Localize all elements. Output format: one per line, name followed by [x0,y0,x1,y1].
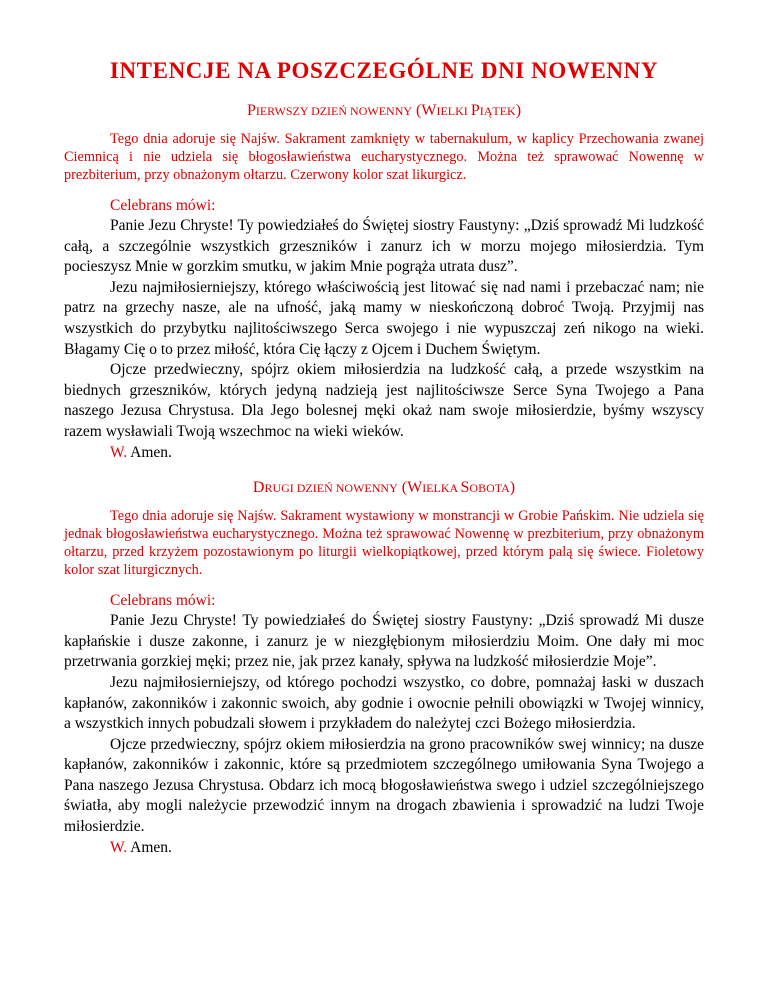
heading-initial: D [252,479,265,497]
heading-paren-close: ) [515,102,522,119]
heading-paren-close: ) [509,479,516,497]
day-1-celebrant-label: Celebrans mówi: [110,197,216,214]
heading-smallcaps: IĄTEK [479,104,516,118]
response-marker: W. [110,443,128,461]
day-2-prayer-2: Jezu najmiłosierniejszy, od którego pochodzi wszystko, co dobre, pomnażaj łaski w duszach kapłanów, zakonników i zakonnic swoich, aby godnie i owocnie pełnili obowiązki w Twojej winnicy, a wszystkich innych pobudzali słowem i przykładem do należytej czci Bożego miłosierdzia. [64,673,704,733]
section-gap [64,463,704,479]
day-1-heading [64,102,704,120]
day-2-section [64,479,704,858]
day-2-celebrant-label: Celebrans mówi: [110,592,216,610]
heading-smallcaps: OBOTA [469,481,510,496]
heading-smallcaps: IELKA [422,481,461,496]
day-2-prayer-3: Ojcze przedwieczny, spójrz okiem miłosierdzia na grono pracowników swej winnicy; na dusze kapłanów, zakonników i zakonnic, które są przedmiotem szczególnego umiłowania Syna Twojego a Pana naszego Jezusa Chrystusa. Obdarz ich mocą błogosławieństwa swego i udziel szczególniejszego światła, aby mogli należycie przewodzić innym na drogach zbawienia i sprowadzić na ludzi Twoje miłosierdzie. [64,735,704,836]
heading-smallcaps: IELKI [436,104,471,118]
heading-initial: P [470,102,480,119]
day-1-rubric: Tego dnia adoruje się Najśw. Sakrament zamknięty w tabernakulum, w kaplicy Przechowania zwanej Ciemnicą i nie udziela się błogosławieństwa eucharystycznego. Można też sprawować Nowennę w prezbiterium, przy obnażonym ołtarzu. Czerwony kolor szat likurgicz. [64,131,704,183]
day-2-prayer-1: Panie Jezu Chryste! Ty powiedziałeś do Świętej siostry Faustyny: „Dziś sprowadź Mi dusze kapłańskie i dusze zakonne, i zanurz je w niezgłębionym miłosierdziu Moim. One dały mi moc przetrwania gorzkiej męki; przez nie, jak przez kanały, spływa na ludzkość miłosierdzie Moje”. [64,612,704,671]
day-2-rubric: Tego dnia adoruje się Najśw. Sakrament wystawiony w monstrancji w Grobie Pańskim. Nie udziela się jednak błogosławieństwa eucharystycznego. Można też sprawować Nowennę w prezbiterium, przy obnażonym ołtarzu, przed krzyżem pozostawionym po liturgii wielkopiątkowej, przed którym palą się świece. Fioletowy kolor szat liturgicznych. [64,508,704,579]
heading-initial: P [246,102,256,119]
day-1-section [64,102,704,463]
day-1-prayer-3: Ojcze przedwieczny, spójrz okiem miłosierdzia na ludzkość całą, a przede wszystkim na biednych grzeszników, których jedyną nadzieją jest najlitościwsze Serce Syna Twojego a Pana naszego Jezusa Chrystusa. Dla Jego bolesnej męki okaż nam swoje miłosierdzie, byśmy wszyscy razem wysławiali Twoją wszechmoc na wieki wieków. [64,361,704,440]
day-2-heading [64,479,704,497]
heading-initial: S [460,479,470,497]
day-2-amen [64,838,704,859]
amen-text: Amen. [130,838,172,856]
day-1-prayer-1: Panie Jezu Chryste! Ty powiedziałeś do Świętej siostry Faustyny: „Dziś sprowadź Mi ludzkość całą, a szczególnie wszystkich grzeszników i zanurz ich w morzu mojego miłosierdzia. Tym pocieszysz Mnie w gorzkim smutku, w jakim Mnie pogrąża utrata dusz”. [64,217,704,276]
day-1-prayer-2: Jezu najmiłosierniejszy, którego właściwością jest litować się nad nami i przebaczać nam; nie patrz na grzechy nasze, ale na ufność, jaką mamy w nieskończoną dobroć Twoją. Przyjmij nas wszystkich do przybytku najlitościwszego Serca swojego i nie wypuszczaj zeń nikogo na wieki. Błagamy Cię o to przez miłość, która Cię łączy z Ojcem i Duchem Świętym. [64,278,704,358]
heading-smallcaps: IERWSZY DZIEŃ NOWENNY [255,104,413,118]
page-title: INTENCJE NA POSZCZEGÓLNE DNI NOWENNY [109,58,659,83]
amen-text: Amen. [130,443,172,461]
day-1-amen [64,443,704,464]
heading-smallcaps: RUGI DZIEŃ NOWENNY [264,481,398,496]
heading-paren-initial: (W [397,479,423,497]
heading-paren-initial: (W [412,102,437,119]
response-marker: W. [110,838,128,856]
